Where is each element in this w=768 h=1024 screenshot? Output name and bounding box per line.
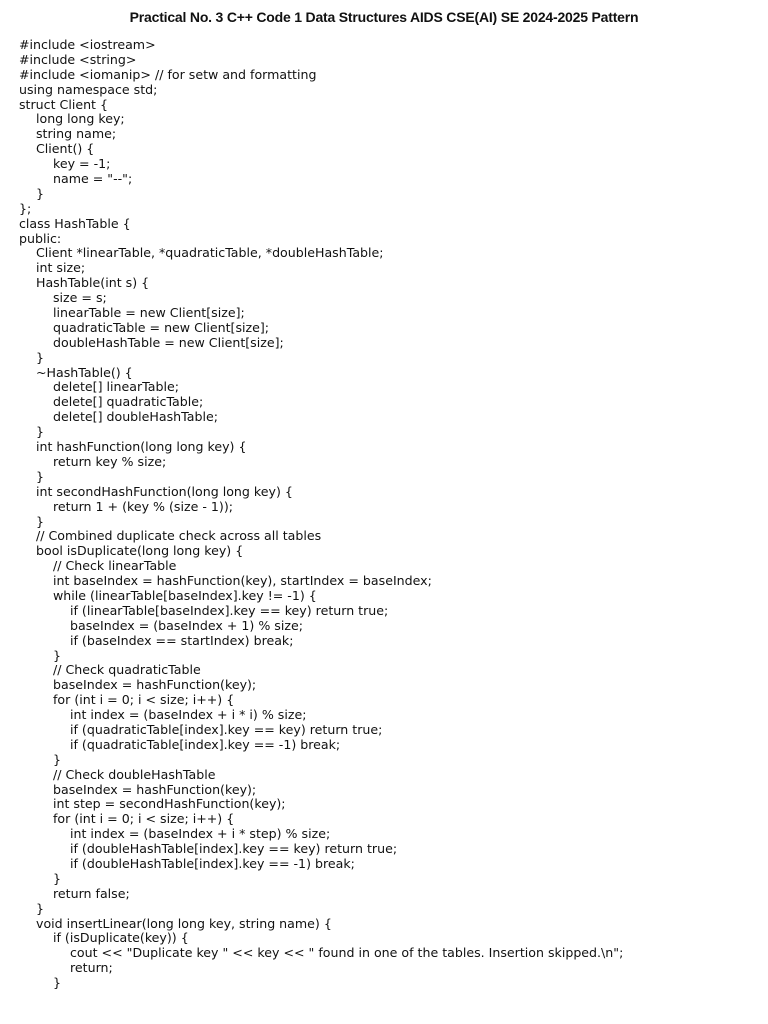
code-line-text: Client *linearTable, *quadraticTable, *doubleHashTable; — [36, 245, 384, 261]
code-line-text: } — [53, 751, 62, 767]
code-line — [19, 202, 759, 217]
code-line-text: for (int i = 0; i < size; i++) { — [53, 811, 235, 827]
code-line — [19, 127, 759, 142]
code-line-text: using namespace std; — [19, 81, 158, 97]
code-line-text: delete[] quadraticTable; — [53, 394, 204, 410]
code-line-text: bool isDuplicate(long long key) { — [36, 543, 244, 559]
code-line-text: return; — [70, 960, 113, 976]
code-line — [19, 366, 759, 381]
code-line — [19, 797, 759, 812]
code-line-text: string name; — [36, 126, 117, 142]
code-line — [19, 172, 759, 187]
code-line-text: #include <iomanip> // for setw and formatting — [19, 66, 317, 82]
code-line — [19, 440, 759, 455]
code-line — [19, 68, 759, 83]
code-line — [19, 425, 759, 440]
code-line — [19, 515, 759, 530]
code-line-text: // Check doubleHashTable — [53, 766, 216, 782]
code-line-text: int hashFunction(long long key) { — [36, 439, 247, 455]
code-line-text: } — [36, 185, 45, 201]
code-line-text: if (linearTable[baseIndex].key == key) return true; — [70, 602, 389, 618]
code-line — [19, 336, 759, 351]
code-line-text: for (int i = 0; i < size; i++) { — [53, 692, 235, 708]
code-line-text: } — [53, 647, 62, 663]
code-line-text: Client() { — [36, 141, 95, 157]
code-line-text: baseIndex = hashFunction(key); — [53, 677, 257, 693]
code-line — [19, 857, 759, 872]
code-line — [19, 783, 759, 798]
code-line-text: return false; — [53, 885, 130, 901]
code-line — [19, 559, 759, 574]
code-line — [19, 485, 759, 500]
code-line-text: int baseIndex = hashFunction(key), startIndex = baseIndex; — [53, 573, 432, 589]
code-line-text: doubleHashTable = new Client[size]; — [53, 334, 284, 350]
code-line — [19, 961, 759, 976]
code-line-text: } — [36, 468, 45, 484]
code-line-text: HashTable(int s) { — [36, 275, 150, 291]
code-line-text: int size; — [36, 260, 86, 276]
code-line — [19, 619, 759, 634]
code-line — [19, 321, 759, 336]
code-line-text: int secondHashFunction(long long key) { — [36, 483, 293, 499]
code-line — [19, 649, 759, 664]
code-line-text: public: — [19, 230, 62, 246]
code-line — [19, 827, 759, 842]
code-line — [19, 53, 759, 68]
code-line-text: } — [36, 513, 45, 529]
code-line — [19, 246, 759, 261]
code-line-text: if (doubleHashTable[index].key == -1) break; — [70, 855, 355, 871]
code-line — [19, 38, 759, 53]
code-line-text: if (isDuplicate(key)) { — [53, 930, 189, 946]
code-line — [19, 589, 759, 604]
code-line-text: if (baseIndex == startIndex) break; — [70, 632, 294, 648]
code-line — [19, 142, 759, 157]
code-line-text: #include <iostream> — [19, 37, 156, 52]
code-line-text: ~HashTable() { — [36, 364, 133, 380]
code-line-text: #include <string> — [19, 51, 137, 67]
code-line — [19, 157, 759, 172]
code-line-text: quadraticTable = new Client[size]; — [53, 319, 270, 335]
code-line — [19, 574, 759, 589]
code-line — [19, 380, 759, 395]
code-line — [19, 351, 759, 366]
code-line-text: cout << "Duplicate key " << key << " found in one of the tables. Insertion skipped.\n"; — [70, 945, 624, 961]
code-line — [19, 98, 759, 113]
code-line — [19, 902, 759, 917]
code-line — [19, 723, 759, 738]
code-line — [19, 83, 759, 98]
code-line-text: key = -1; — [53, 156, 111, 172]
code-line — [19, 306, 759, 321]
code-line — [19, 261, 759, 276]
code-line — [19, 663, 759, 678]
code-line-text: } — [36, 349, 45, 365]
code-line-text: } — [53, 975, 62, 991]
code-line-text: long long key; — [36, 111, 125, 127]
code-line-text: class HashTable { — [19, 215, 131, 231]
code-line-text: // Check quadraticTable — [53, 662, 201, 678]
code-line — [19, 455, 759, 470]
code-line — [19, 232, 759, 247]
code-line-text: int index = (baseIndex + i * step) % size; — [70, 826, 331, 842]
code-line — [19, 395, 759, 410]
code-block — [19, 38, 759, 991]
code-line-text: delete[] doubleHashTable; — [53, 409, 218, 425]
code-line-text: } — [53, 870, 62, 886]
code-line-text: size = s; — [53, 290, 107, 306]
code-line-text: if (quadraticTable[index].key == key) return true; — [70, 721, 383, 737]
code-line-text: while (linearTable[baseIndex].key != -1) { — [53, 587, 317, 603]
code-line-text: // Combined duplicate check across all tables — [36, 528, 322, 544]
code-line-text: delete[] linearTable; — [53, 379, 179, 395]
code-line — [19, 604, 759, 619]
code-line-text: int index = (baseIndex + i * i) % size; — [70, 707, 307, 723]
code-line — [19, 276, 759, 291]
code-line-text: baseIndex = (baseIndex + 1) % size; — [70, 617, 303, 633]
code-line — [19, 529, 759, 544]
code-line-text: if (quadraticTable[index].key == -1) break; — [70, 736, 341, 752]
code-line — [19, 217, 759, 232]
code-line-text: baseIndex = hashFunction(key); — [53, 781, 257, 797]
code-line — [19, 753, 759, 768]
code-line — [19, 738, 759, 753]
code-line — [19, 872, 759, 887]
code-line-text: int step = secondHashFunction(key); — [53, 796, 286, 812]
code-line-text: return key % size; — [53, 453, 167, 469]
code-line — [19, 187, 759, 202]
code-line-text: } — [36, 900, 45, 916]
code-line-text: void insertLinear(long long key, string name) { — [36, 915, 332, 931]
code-line — [19, 544, 759, 559]
code-line — [19, 634, 759, 649]
code-line-text: } — [36, 424, 45, 440]
code-line — [19, 708, 759, 723]
code-line-text: struct Client { — [19, 96, 108, 112]
code-line-text: linearTable = new Client[size]; — [53, 305, 245, 321]
code-line — [19, 470, 759, 485]
code-line — [19, 112, 759, 127]
code-line — [19, 931, 759, 946]
code-line-text: if (doubleHashTable[index].key == key) return true; — [70, 841, 398, 857]
code-line — [19, 812, 759, 827]
code-line-text: return 1 + (key % (size - 1)); — [53, 498, 233, 514]
code-line — [19, 842, 759, 857]
code-line-text: }; — [19, 200, 32, 216]
code-line — [19, 500, 759, 515]
code-line — [19, 768, 759, 783]
page-title: Practical No. 3 C++ Code 1 Data Structures AIDS CSE(AI) SE 2024-2025 Pattern — [129, 9, 639, 25]
code-line — [19, 678, 759, 693]
code-line — [19, 291, 759, 306]
code-line-text: // Check linearTable — [53, 558, 177, 574]
code-line — [19, 410, 759, 425]
code-line — [19, 976, 759, 991]
code-line — [19, 946, 759, 961]
code-line — [19, 887, 759, 902]
code-line — [19, 917, 759, 932]
code-line — [19, 693, 759, 708]
code-line-text: name = "--"; — [53, 171, 133, 187]
